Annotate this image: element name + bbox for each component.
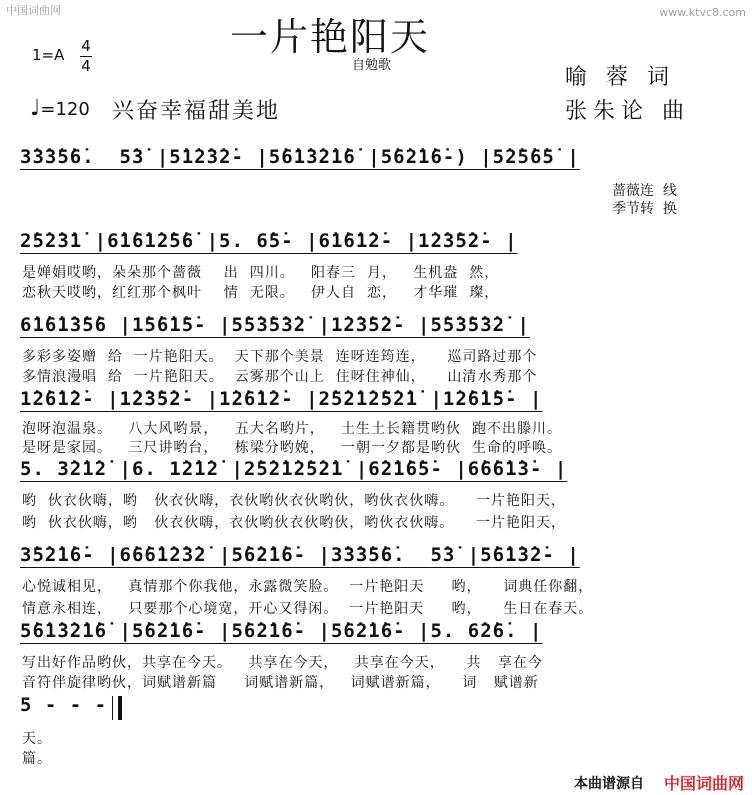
watermark-right: www.ktvc8.com (659, 6, 746, 19)
footer-source-label: 本曲谱源自 (574, 776, 644, 792)
lyric-row-6-verse-2: 情意永相连， 只要那个心境宽，开心又得闲。 一片艳阳天 哟， 生日在春天。 (22, 601, 594, 617)
time-signature (80, 38, 92, 75)
final-barline-thick (118, 696, 122, 720)
lyric-row-7-verse-1: 写出好作品哟伙，共享在今天。 共享在今天， 共享在今天， 共 享在今 (22, 655, 543, 671)
notation-row-6: 3̇5̇2̇1̇6̇- |6̇6̇6̇1̇2̇3̇2̇ |5̇6̇2̇1̇6̇- |3̇3̇3̇5̇6̇. 5̇3̇ |5̇6̇1̇3̇2̇- | (20, 544, 580, 566)
lyric-row-4-verse-2: 是呀是家园。 三尺讲哟台， 栋梁分哟娩， 一朝一夕都是哟伙 生命的呼唤。 (22, 440, 562, 456)
lyric-row-2-verse-2: 恋秋天哎哟，红红那个枫叶 情 无限。 伊人自 恋， 才华璀 璨， (22, 285, 500, 301)
lyric-row-3-verse-1: 多彩多姿赠 给 一片艳阳天。 天下那个美景 连呀连筠连， 巡司路过那个 (22, 349, 538, 365)
watermark-left: 中国词曲网 (6, 4, 61, 17)
final-barline-thin (112, 696, 113, 720)
notation-row-3: 6̇1̇6̇1̇3̇5̇6 |1̇5̇6̇1̇5̇- |5̇5̇3̇5̇3̇2̇ |1̇2̇3̇5̇2̇- |5̇5̇3̇5̇3̇2̇ | (20, 314, 530, 336)
notation-row-8: 5 - - - (20, 694, 108, 716)
tempo-marking (30, 96, 90, 121)
notation-row-4: 1̇2̇6̇1̇2̇- |1̇2̇3̇5̇2̇- |1̇2̇6̇1̇2̇- |2̇5̇2̇1̇2̇5̇2̇1̇ |1̇2̇6̇1̇5̇- | (20, 388, 543, 410)
lyric-row-7-verse-2: 音符伴旋律哟伙，词赋谱新篇 词赋谱新篇， 词赋谱新篇， 词 赋谱新 (22, 675, 539, 691)
notation-row-7: 5̇6̇1̇3̇2̇1̇6̇ |5̇6̇2̇1̇6̇- |5̇6̇2̇1̇6̇- |5̇6̇2̇1̇6̇- |5. 6̇2̇6̇. | (20, 620, 543, 642)
lyric-row-5-verse-1: 哟 伙衣伙嗨，哟 伙衣伙嗨，衣伙哟伙衣伙哟伙，哟伙衣伙嗨。 一片艳阳天， (22, 493, 567, 509)
side-lyric-1: 蔷薇连 线 (612, 183, 677, 199)
tempo-value: =120 (40, 99, 90, 120)
notation-row-2: 2̇5̇2̇3̇1̇ |6̇1̇6̇1̇2̇5̇6̇ |5. 6̇5̇- |6̇1̇6̇1̇2̇- |1̇2̇3̇5̇2̇- | (20, 230, 518, 252)
lyric-row-5-verse-2: 哟 伙衣伙嗨，哟 伙衣伙嗨，衣伙哟伙衣伙哟伙，哟伙衣伙嗨。 一片艳阳天， (22, 515, 567, 531)
lyric-row-8-verse-2: 篇。 (22, 751, 52, 767)
composer-credit: 张朱论 曲 (565, 99, 690, 124)
notation-row-5: 5. 3̇2̇1̇2̇ |6. 1̇2̇1̇2̇ |2̇5̇2̇1̇2̇5̇2̇1̇ |6̇2̇1̇6̇5̇- |6̇6̇6̇1̇3̇- | (20, 458, 568, 480)
expression-marking: 兴奋幸福甜美地 (112, 99, 281, 124)
song-subtitle: 自勉歌 (352, 58, 392, 73)
song-title: 一片艳阳天 (230, 15, 431, 59)
footer-site-logo: 中国词曲网 (663, 774, 744, 793)
key-signature: 1=A (32, 46, 65, 64)
time-signature-bottom: 4 (81, 57, 91, 75)
lyric-row-4-verse-1: 泡呀泡温泉。 八大风哟景， 五大名哟片， 土生土长籍贯哟伙 跑不出滕川。 (22, 421, 562, 437)
lyric-row-3-verse-2: 多情浪漫唱 给 一片艳阳天。 云雾那个山上 住呀住神仙， 山清水秀那个 (22, 369, 538, 385)
notation-row-1: 3̇3̇3̇5̇6̇. 5̇3̇ |5̇1̇2̇3̇2̇- |5̇6̇1̇3̇2̇1̇6̇ |5̇6̇2̇1̇6̇-) |5̇2̇5̇6̇5̇ | (20, 146, 580, 168)
lyricist-credit: 喻 蓉 词 (565, 65, 675, 90)
lyric-row-8-verse-1: 天。 (22, 731, 52, 747)
time-signature-top: 4 (81, 37, 91, 55)
side-lyric-2: 季节转 换 (612, 201, 677, 217)
lyric-row-6-verse-1: 心悦诚相见， 真情那个你我他，永露微笑脸。 一片艳阳天 哟， 词典任你翻， (22, 579, 594, 595)
lyric-row-2-verse-1: 是婵娟哎哟，朵朵那个蔷薇 出 四川。 阳春三 月， 生机盎 然， (22, 265, 500, 281)
quarter-note-icon: ♩ (30, 96, 41, 121)
